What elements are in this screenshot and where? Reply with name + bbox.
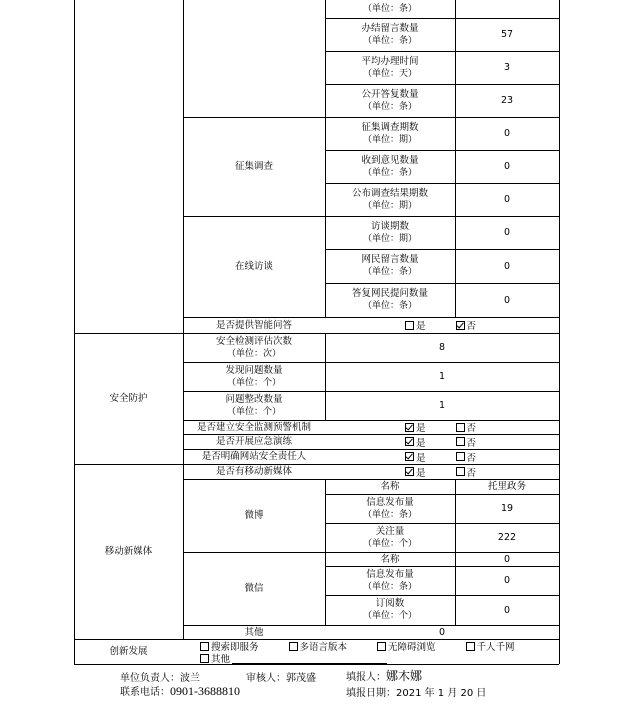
row-label: 收到意见数量 — [361, 154, 419, 166]
reviewer — [246, 669, 316, 684]
row-label: 订阅数 — [375, 598, 405, 609]
innovation-option[interactable] — [466, 639, 515, 653]
row-value: 0 — [503, 161, 511, 172]
check-yes[interactable] — [405, 450, 426, 464]
option-label: 无障碍浏览 — [388, 642, 436, 653]
top-unit-cell — [325, 0, 455, 18]
checkbox-icon — [377, 642, 386, 651]
mobile-section-label — [74, 464, 183, 639]
row-value: 0 — [503, 128, 511, 139]
checkbox-icon — [466, 642, 475, 651]
table-row — [325, 249, 455, 283]
row-label: 征集调查期数 — [361, 121, 419, 133]
option-label: 否 — [466, 321, 477, 332]
footer-value: 娜木娜 — [386, 669, 423, 683]
option-label: 否 — [466, 452, 477, 464]
row-unit: （单位：条） — [362, 267, 417, 277]
row-value-cell — [455, 523, 559, 552]
has-media-label-cell — [183, 464, 325, 479]
table-row — [183, 362, 325, 391]
row-unit: （单位：条） — [362, 581, 417, 592]
checkbox-icon — [200, 654, 209, 663]
footer-label: 填报人： — [346, 672, 386, 683]
row-unit: （单位：条） — [362, 167, 417, 178]
row-value: 1 — [438, 400, 446, 411]
row-unit: （单位：条） — [362, 101, 417, 112]
top-unit: （单位：条） — [362, 3, 417, 14]
name-header-cell — [325, 479, 455, 494]
row-unit: （单位：次） — [226, 348, 281, 359]
row-unit: （单位：个） — [226, 406, 281, 417]
row-label: 安全检测评估次数 — [215, 335, 292, 347]
row-value-cell — [455, 283, 559, 317]
option-label: 其他 — [211, 654, 231, 665]
row-value: 23 — [500, 95, 514, 106]
check-label: 是否开展应急演练 — [215, 436, 292, 447]
option-label: 否 — [466, 467, 477, 479]
row-value-cell — [325, 391, 559, 420]
responsible-person — [120, 669, 200, 684]
innovation-options-row2 — [200, 652, 387, 664]
row-value: 0 — [503, 294, 511, 306]
checkbox-icon — [456, 437, 465, 446]
table-row — [325, 494, 455, 523]
survey-section-label — [183, 117, 325, 216]
innovation-label-cell — [74, 639, 183, 664]
security-check-options — [405, 434, 476, 449]
footer-label: 联系电话： — [120, 687, 170, 698]
footer-value: 2021 年 1 月 20 日 — [396, 688, 487, 699]
table-row — [325, 18, 455, 51]
name-value-cell — [455, 552, 559, 566]
option-label: 搜索即服务 — [211, 642, 259, 653]
check-no[interactable] — [456, 435, 477, 449]
footer-value: 0901-3688810 — [170, 684, 240, 698]
filler — [346, 667, 422, 684]
check-label: 是否建立安全监测预警机制 — [196, 421, 311, 433]
has-media-options — [405, 464, 476, 479]
fill-date — [346, 684, 486, 699]
row-label: 答复网民提问数量 — [351, 288, 428, 299]
row-unit: （单位：天） — [362, 68, 417, 79]
innovation-option[interactable] — [289, 639, 348, 653]
table-row — [325, 117, 455, 150]
row-unit: （单位：个） — [362, 611, 417, 621]
name-value: 0 — [503, 553, 511, 565]
innovation-option[interactable] — [200, 651, 230, 665]
check-no[interactable] — [456, 420, 477, 434]
smart-qa-label: 是否提供智能问答 — [215, 319, 292, 331]
row-label: 访谈期数 — [370, 220, 409, 232]
footer-label: 单位负责人： — [120, 673, 180, 684]
check-no[interactable] — [456, 465, 477, 479]
row-unit: （单位：个） — [362, 538, 417, 549]
table-row — [325, 595, 455, 625]
check-yes[interactable] — [405, 465, 426, 479]
row-label: 发现问题数量 — [225, 364, 283, 376]
row-unit: （单位：条） — [362, 509, 417, 520]
checkbox-icon — [456, 423, 465, 432]
table-row — [325, 84, 455, 117]
row-label: 信息发布量 — [366, 568, 414, 580]
security-check-options — [405, 449, 476, 464]
row-value-cell — [455, 150, 559, 183]
option-label: 是 — [416, 437, 426, 449]
option-label: 千人千网 — [476, 642, 515, 653]
other-label-cell — [183, 625, 325, 639]
checkbox-icon — [405, 321, 414, 330]
checkbox-icon — [289, 642, 298, 651]
table-row — [325, 523, 455, 552]
row-unit: （单位：期） — [362, 200, 417, 211]
interview-section-label — [183, 216, 325, 317]
row-value: 3 — [503, 62, 511, 73]
check-yes[interactable] — [405, 435, 426, 449]
table-row — [325, 183, 455, 216]
checkbox-checked-icon — [456, 321, 465, 330]
option-label: 否 — [466, 423, 477, 434]
smart-qa-label-cell — [183, 317, 325, 333]
section-label: 创新发展 — [109, 646, 148, 657]
checkbox-icon — [456, 467, 465, 476]
other-value: 0 — [438, 626, 446, 638]
option-label: 是 — [416, 452, 426, 464]
row-value-cell — [455, 494, 559, 523]
name-header: 名称 — [380, 481, 400, 492]
section-label: 移动新媒体 — [104, 546, 153, 557]
row-label: 信息发布量 — [366, 496, 414, 508]
other-fill-line — [232, 653, 387, 664]
row-value: 0 — [503, 194, 511, 205]
row-value: 0 — [503, 575, 511, 586]
table-row — [325, 51, 455, 84]
row-unit: （单位：期） — [362, 233, 417, 244]
option-label: 是 — [416, 467, 426, 479]
smart-qa-yes[interactable] — [405, 318, 426, 332]
row-value-cell — [455, 249, 559, 283]
row-value: 57 — [500, 29, 514, 40]
table-row — [183, 333, 325, 362]
check-label: 是否明确网站安全责任人 — [201, 451, 307, 462]
row-label: 办结留言数量 — [361, 22, 419, 34]
option-label: 是 — [416, 423, 426, 434]
row-value-cell — [325, 362, 559, 391]
smart-qa-no[interactable] — [456, 318, 477, 332]
check-no[interactable] — [456, 450, 477, 464]
row-value-cell — [455, 566, 559, 595]
security-check-label-cell — [183, 434, 325, 449]
checkbox-checked-icon — [405, 423, 414, 432]
wechat-label-cell — [183, 552, 325, 625]
footer-label: 填报日期： — [346, 688, 396, 699]
name-header-cell — [325, 552, 455, 566]
security-check-options — [405, 420, 476, 434]
option-label: 否 — [466, 437, 477, 449]
checkbox-checked-icon — [405, 452, 414, 461]
section-label: 微博 — [244, 510, 264, 521]
row-value-cell — [455, 183, 559, 216]
row-unit: （单位：个） — [226, 377, 281, 388]
row-value: 8 — [438, 342, 446, 353]
footer-value: 波兰 — [180, 673, 200, 684]
row-value-cell — [455, 595, 559, 625]
row-value-cell — [455, 84, 559, 117]
row-unit: （单位：期） — [362, 134, 417, 145]
checkbox-checked-icon — [405, 437, 414, 446]
footer-label: 审核人： — [246, 673, 286, 684]
contact-phone — [120, 683, 240, 699]
other-value-cell — [325, 625, 559, 639]
section-label: 在线访谈 — [234, 261, 273, 272]
table-row — [325, 216, 455, 249]
name-header: 名称 — [380, 553, 400, 565]
security-section-label — [74, 333, 183, 464]
table-row — [325, 150, 455, 183]
row-unit: （单位：条） — [362, 35, 417, 46]
name-value: 托里政务 — [487, 481, 526, 492]
table-row — [183, 391, 325, 420]
checkbox-icon — [200, 642, 209, 651]
security-check-label-cell — [183, 420, 325, 434]
row-label: 网民留言数量 — [361, 254, 419, 265]
row-value-cell — [455, 117, 559, 150]
row-value: 1 — [438, 371, 446, 382]
section-label: 微信 — [244, 583, 264, 594]
innovation-option[interactable] — [377, 639, 436, 653]
security-check-label-cell — [183, 449, 325, 464]
row-label: 关注量 — [375, 525, 405, 537]
row-value-cell — [455, 18, 559, 51]
row-value: 0 — [503, 260, 511, 272]
row-value: 0 — [503, 604, 511, 616]
row-label: 问题整改数量 — [225, 393, 283, 405]
section-label: 征集调查 — [234, 161, 273, 172]
option-label: 多语言版本 — [299, 642, 348, 653]
smart-qa-options — [405, 317, 476, 333]
table-row — [325, 566, 455, 595]
row-unit: （单位：条） — [362, 301, 417, 311]
row-value-cell — [325, 333, 559, 362]
table-row — [325, 283, 455, 317]
row-label: 平均办理时间 — [361, 55, 419, 67]
row-label: 公开答复数量 — [361, 88, 419, 100]
other-label: 其他 — [244, 626, 264, 638]
checkbox-checked-icon — [405, 467, 414, 476]
row-value: 0 — [503, 227, 511, 238]
check-yes[interactable] — [405, 420, 426, 434]
row-value-cell — [455, 216, 559, 249]
option-label: 是 — [416, 321, 426, 332]
footer-value: 郭茂盛 — [286, 673, 316, 684]
innovation-options — [200, 640, 515, 652]
weibo-label-cell — [183, 479, 325, 552]
row-value: 19 — [500, 503, 514, 514]
section-label: 安全防护 — [109, 393, 148, 404]
row-value: 222 — [497, 532, 517, 543]
checkbox-icon — [456, 452, 465, 461]
row-value-cell — [455, 51, 559, 84]
check-label: 是否有移动新媒体 — [215, 466, 292, 477]
row-label: 公布调查结果期数 — [351, 187, 428, 199]
name-value-cell — [455, 479, 559, 494]
